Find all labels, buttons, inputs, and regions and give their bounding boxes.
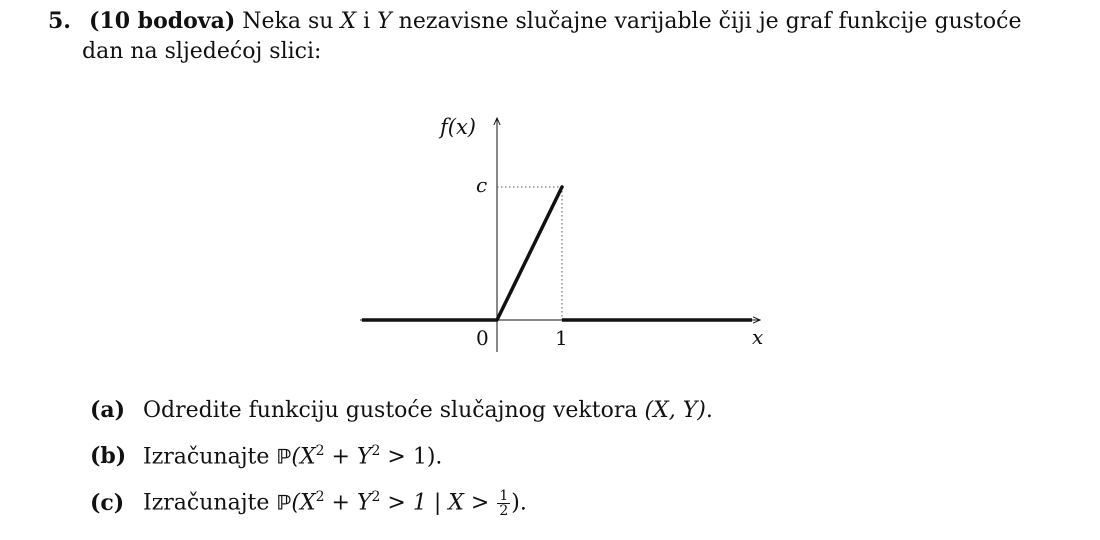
part-b	[90, 431, 990, 477]
part-b-end: .	[435, 444, 443, 470]
problem-points: (10 bodova)	[89, 8, 236, 34]
var-x: X	[340, 9, 357, 34]
problem-line-2: dan na sljedećoj slici:	[82, 39, 322, 64]
part-c-math-mid: + Y	[324, 490, 372, 516]
fraction-denominator: 2	[499, 503, 509, 520]
problem-text-pre: Neka su	[242, 9, 334, 34]
conjunction: i	[363, 9, 371, 34]
part-a-math: (X, Y)	[644, 398, 706, 423]
part-c-label: (c)	[90, 489, 125, 516]
part-b-math-open: (X	[291, 444, 316, 470]
part-b-sup-x: 2	[315, 443, 325, 459]
part-c-math-open: (X	[291, 490, 316, 516]
part-a-text: Odredite funkciju gustoće slučajnog vektora	[143, 398, 638, 423]
density-graph	[360, 108, 780, 358]
c-label: c	[476, 173, 488, 197]
part-a	[90, 390, 990, 431]
y-axis-label: f(x)	[440, 115, 477, 139]
part-c	[90, 477, 990, 523]
part-c-end: .	[519, 490, 527, 516]
x-axis-label: x	[752, 325, 764, 349]
problem-text-post: nezavisne slučajne varijable čiji je graf funkcije gustoće	[398, 9, 1022, 34]
part-a-label: (a)	[90, 397, 126, 423]
origin-label: 0	[476, 326, 489, 350]
fraction-one-half	[497, 489, 510, 518]
part-b-math-mid: + Y	[324, 444, 372, 470]
subquestions	[90, 390, 990, 524]
part-b-sup-y: 2	[371, 443, 381, 459]
part-c-sup-x: 2	[315, 489, 325, 506]
part-c-text: Izračunajte	[143, 490, 270, 516]
part-c-math-close: )	[511, 490, 520, 516]
var-y: Y	[377, 9, 392, 34]
part-b-label: (b)	[90, 443, 127, 470]
probability-symbol: ℙ	[276, 490, 292, 515]
fraction-numerator: 1	[499, 488, 509, 505]
one-label: 1	[555, 326, 568, 350]
problem-statement	[48, 6, 1058, 67]
part-c-math-cond: > 1 | X >	[380, 490, 497, 516]
problem-number: 5.	[48, 8, 71, 34]
part-a-end: .	[705, 398, 713, 423]
problem-line-1	[48, 6, 1058, 37]
part-c-sup-y: 2	[371, 489, 381, 506]
part-b-math-close: > 1)	[380, 444, 436, 470]
part-b-text: Izračunajte	[143, 444, 270, 470]
probability-symbol: ℙ	[276, 444, 292, 469]
density-ramp	[497, 187, 562, 320]
